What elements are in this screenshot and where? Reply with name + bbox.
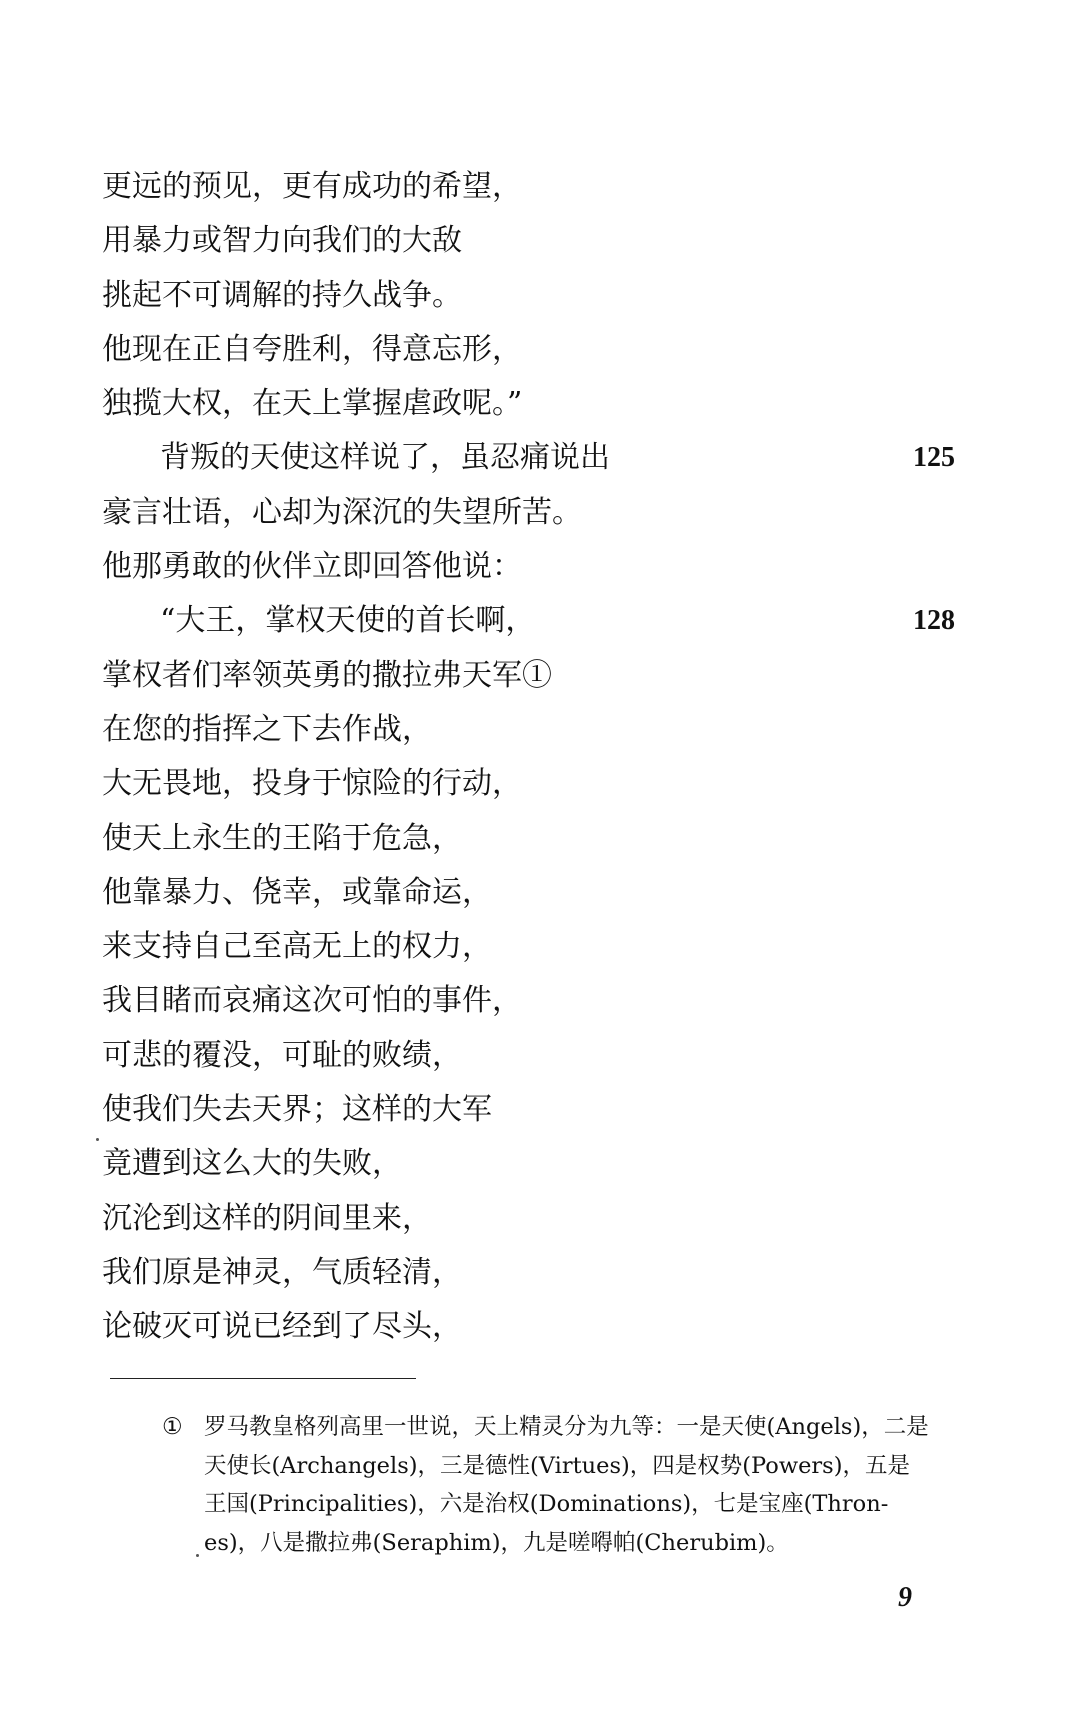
print-speck [196, 1554, 199, 1557]
poem-line: 使我们失去天界；这样的大军 [102, 1092, 492, 1128]
footnote-line: 罗马教皇格列高里一世说，天上精灵分为九等：一是天使(Angels)，二是 [204, 1414, 929, 1440]
poem-line: 他那勇敢的伙伴立即回答他说： [102, 549, 522, 585]
poem-line: 用暴力或智力向我们的大敌 [102, 223, 462, 259]
poem-line: 我们原是神灵，气质轻清， [102, 1254, 462, 1290]
poem-line: 沉沦到这样的阴间里来， [102, 1200, 432, 1236]
footnote-line: 天使长(Archangels)，三是德性(Virtues)，四是权势(Powers)，五是 [204, 1452, 910, 1479]
page-number: 9 [898, 1582, 912, 1613]
poem-line: 来支持自己至高无上的权力， [102, 929, 492, 965]
poem-line: 使天上永生的王陷于危急， [102, 820, 462, 856]
poem-line: 可悲的覆没，可耻的败绩， [102, 1037, 462, 1073]
poem-line: 大无畏地，投身于惊险的行动， [102, 766, 522, 802]
poem-line: 论破灭可说已经到了尽头， [102, 1309, 462, 1345]
poem-line: 他现在正自夸胜利，得意忘形， [102, 331, 522, 367]
poem-line: 他靠暴力、侥幸，或靠命运， [102, 874, 492, 910]
line-number: 128 [913, 605, 955, 637]
poem-line: 挑起不可调解的持久战争。 [102, 277, 462, 313]
poem-body [102, 160, 955, 1355]
poem-line: 竟遭到这么大的失败， [102, 1146, 402, 1182]
footnote-marker: ① [162, 1414, 183, 1440]
poem-line: 我目睹而哀痛这次可怕的事件， [102, 983, 522, 1019]
footnote-text [204, 1408, 954, 1562]
print-speck [96, 1138, 99, 1141]
poem-line: 掌权者们率领英勇的撒拉弗天军① [102, 657, 552, 693]
poem-line: 更远的预见，更有成功的希望， [102, 169, 522, 204]
poem-line: 背叛的天使这样说了，虽忍痛说出 125 [102, 431, 952, 485]
line-number: 125 [913, 442, 955, 474]
poem-line: “大王，掌权天使的首长啊， 128 [102, 594, 952, 648]
footnote-divider [110, 1378, 416, 1379]
footnote-line: 王国(Principalities)，六是治权(Dominations)，七是宝座(Thron- [204, 1491, 889, 1517]
poem-line: 独揽大权，在天上掌握虐政呢。” [102, 386, 523, 422]
poem-line: 在您的指挥之下去作战， [102, 711, 432, 747]
footnote-line: es)，八是撒拉弗(Seraphim)，九是嗟嘚帕(Cherubim)。 [204, 1529, 789, 1556]
poem-line: 豪言壮语，心却为深沉的失望所苦。 [102, 494, 582, 530]
